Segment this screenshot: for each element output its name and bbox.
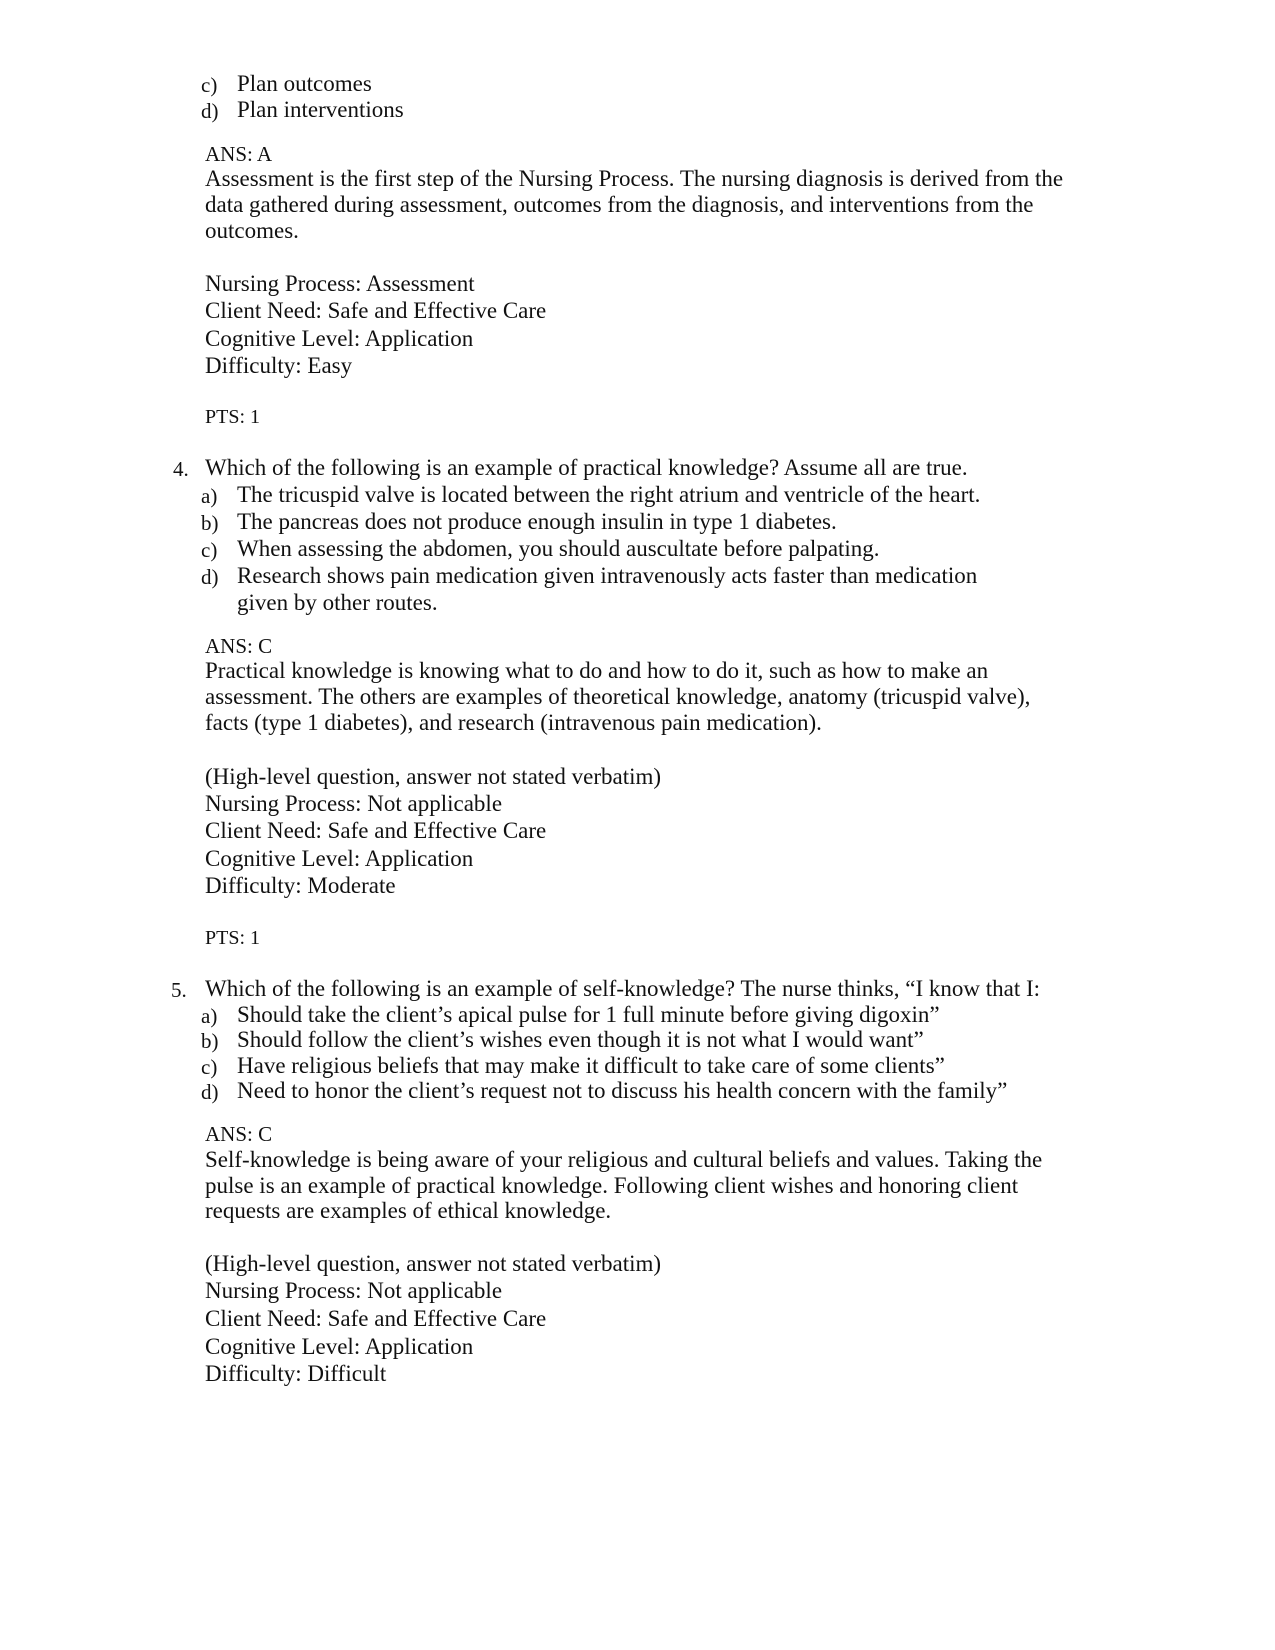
- meta-line: Nursing Process: Not applicable: [205, 1278, 503, 1303]
- meta-line: Client Need: Safe and Effective Care: [205, 818, 547, 843]
- meta-line: (High-level question, answer not stated verbatim): [205, 764, 662, 789]
- option-text: Should follow the client’s wishes even though it is not what I would want”: [237, 1027, 924, 1052]
- option-text: The tricuspid valve is located between the right atrium and ventricle of the heart.: [237, 482, 981, 507]
- option-text: Plan outcomes: [237, 71, 372, 96]
- rationale-line: facts (type 1 diabetes), and research (intravenous pain medication).: [205, 710, 822, 735]
- meta-line: Difficulty: Moderate: [205, 873, 396, 898]
- question-stem: Which of the following is an example of self-knowledge? The nurse thinks, “I know that I:: [205, 976, 1041, 1001]
- meta-line: Nursing Process: Assessment: [205, 271, 475, 296]
- meta-line: Client Need: Safe and Effective Care: [205, 1306, 547, 1331]
- option-text: Should take the client’s apical pulse for 1 full minute before giving digoxin”: [237, 1002, 940, 1027]
- question-number: 4.: [173, 457, 189, 481]
- option-text: Have religious beliefs that may make it difficult to take care of some clients”: [237, 1053, 945, 1078]
- option-letter: b): [201, 511, 219, 535]
- question-stem: Which of the following is an example of practical knowledge? Assume all are true.: [205, 455, 968, 480]
- option-letter: c): [201, 73, 218, 97]
- meta-line: Difficulty: Difficult: [205, 1361, 387, 1386]
- option-text: The pancreas does not produce enough insulin in type 1 diabetes.: [237, 509, 837, 534]
- option-letter: a): [201, 1004, 218, 1028]
- answer-key: ANS: A: [205, 142, 273, 166]
- points: PTS: 1: [205, 927, 261, 949]
- meta-line: Cognitive Level: Application: [205, 326, 474, 351]
- option-letter: c): [201, 1055, 218, 1079]
- rationale-line: assessment. The others are examples of theoretical knowledge, anatomy (tricuspid valve),: [205, 684, 1031, 709]
- meta-line: Cognitive Level: Application: [205, 846, 474, 871]
- option-letter: a): [201, 484, 218, 508]
- option-text: Plan interventions: [237, 97, 404, 122]
- rationale-line: requests are examples of ethical knowledge.: [205, 1198, 612, 1223]
- option-letter: d): [201, 1080, 219, 1104]
- option-text: Need to honor the client’s request not to discuss his health concern with the family”: [237, 1078, 1008, 1103]
- meta-line: Difficulty: Easy: [205, 353, 353, 378]
- rationale-line: Assessment is the first step of the Nursing Process. The nursing diagnosis is derived from the: [205, 166, 1064, 191]
- option-text: given by other routes.: [237, 590, 438, 615]
- rationale-line: data gathered during assessment, outcomes from the diagnosis, and interventions from the: [205, 192, 1034, 217]
- rationale-line: Practical knowledge is knowing what to do and how to do it, such as how to make an: [205, 658, 989, 683]
- points: PTS: 1: [205, 406, 261, 428]
- rationale-line: pulse is an example of practical knowledge. Following client wishes and honoring client: [205, 1173, 1019, 1198]
- meta-line: Nursing Process: Not applicable: [205, 791, 503, 816]
- meta-line: Client Need: Safe and Effective Care: [205, 298, 547, 323]
- meta-line: Cognitive Level: Application: [205, 1334, 474, 1359]
- option-letter: b): [201, 1029, 219, 1053]
- option-letter: c): [201, 538, 218, 562]
- option-text: When assessing the abdomen, you should auscultate before palpating.: [237, 536, 880, 561]
- rationale-line: Self-knowledge is being aware of your religious and cultural beliefs and values. Taking the: [205, 1147, 1043, 1172]
- answer-key: ANS: C: [205, 1122, 273, 1146]
- option-letter: d): [201, 565, 219, 589]
- option-letter: d): [201, 99, 219, 123]
- answer-key: ANS: C: [205, 634, 273, 658]
- option-text: Research shows pain medication given intravenously acts faster than medication: [237, 563, 978, 588]
- rationale-line: outcomes.: [205, 218, 299, 243]
- question-number: 5.: [171, 978, 187, 1002]
- meta-line: (High-level question, answer not stated verbatim): [205, 1251, 662, 1276]
